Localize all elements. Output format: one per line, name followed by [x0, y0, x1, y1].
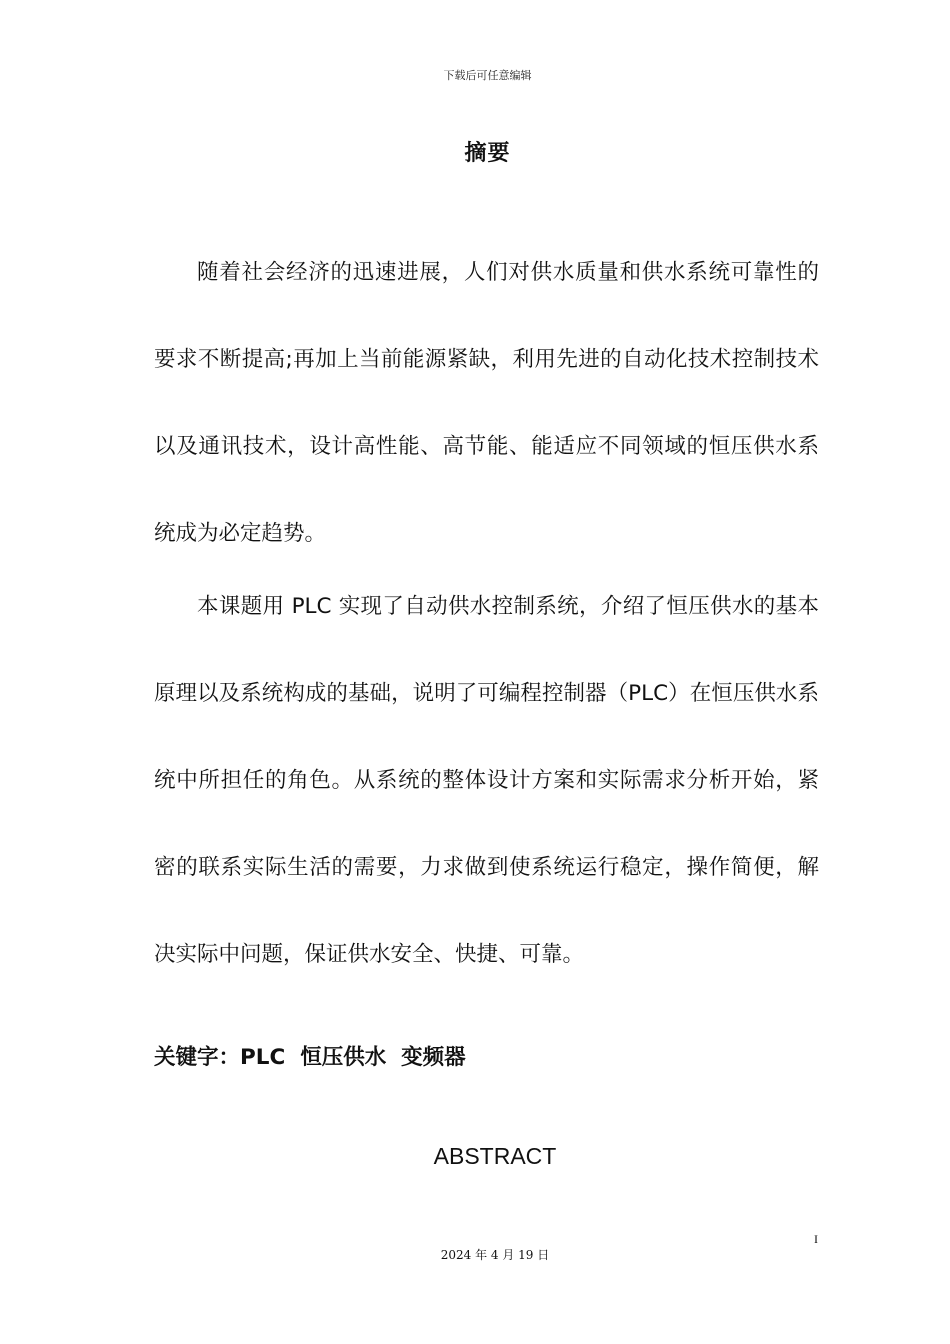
- abstract-paragraph-2: 本课题用 PLC 实现了自动供水控制系统，介绍了恒压供水的基本原理以及系统构成的基础，说明了可编程控制器（PLC）在恒压供水系统中所担任的角色。从系统的整体设计方案和实际需求分析开始，紧密的联系实际生活的需要，力求做到使系统运行稳定，操作简便，解决实际中问题，保证供水安全、快捷、可靠。: [154, 594, 819, 967]
- abstract-heading: ABSTRACT: [433, 1143, 557, 1169]
- page-number: I: [814, 1232, 818, 1246]
- header-note: 下载后可任意编辑: [443, 69, 532, 82]
- abstract-paragraph-1: 随着社会经济的迅速进展，人们对供水质量和供水系统可靠性的要求不断提高;再加上当前能源紧缺，利用先进的自动化技术控制技术以及通讯技术，设计高性能、高节能、能适应不同领域的恒压供水系统成为必定趋势。: [154, 260, 819, 546]
- keywords-line: 关键字：PLC 恒压供水 变频器: [154, 1045, 466, 1070]
- footer-date: 2024 年 4 月 19 日: [440, 1248, 550, 1262]
- page-title: 摘要: [464, 141, 511, 166]
